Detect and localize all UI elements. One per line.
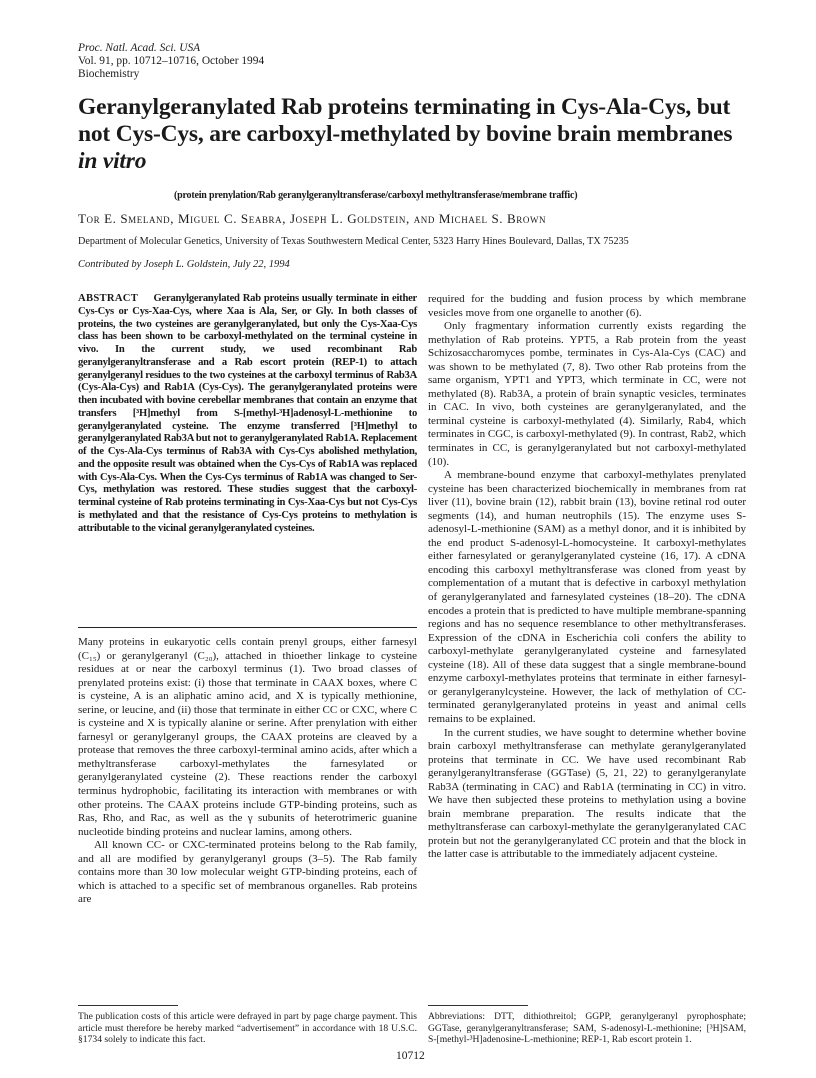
body-paragraph: Many proteins in eukaryotic cells contain prenyl groups, either farnesyl (C₁₅) or geranylgeranyl (C₂₀), attached in thioether linkage to cysteine residues at or near the carboxyl terminus (1). Two broad classes of prenylated proteins exist: (i) those that terminate in CAAX boxes, where C is cysteine, A is an aliphatic amino acid, and X is typically methionine, serine, or leucine, and (ii) those that terminate in either CC or CXC, where C is cysteine and X is typically alanine or serine. After prenylation with either farnesyl or geranylgeranyl groups, the CAAX proteins are cleaved by a protease that removes the three carboxyl-terminal amino acids, after which a methyltransferase carboxyl-methylates the farnesylated or geranylgeranylated cysteine (2). These reactions render the carboxyl terminus hydrophobic, facilitating its interaction with membranes or with other proteins. The CAAX proteins include GTP-binding proteins, such as Ras, Rho, and Rac, as well as the γ subunits of heterotrimeric guanine nucleotide binding proteins and nuclear lamins, among others. bbox=[78, 636, 417, 838]
contributed-by: Contributed by Joseph L. Goldstein, July 22, 1994 bbox=[78, 259, 290, 270]
journal-section: Biochemistry bbox=[78, 68, 140, 80]
footnote-abbreviations: Abbreviations: DTT, dithiothreitol; GGPP, geranylgeranyl pyrophosphate; GGTase, geranylgeranyltransferase; SAM, S-adenosyl-L-methionine; [³H]SAM, S-[methyl-³H]adenosine-L-methionine; REP-1, Rab escort protein 1. bbox=[428, 1011, 746, 1046]
abstract-text: Geranylgeranylated Rab proteins usually terminate in either Cys-Cys or Cys-Xaa-Cys, where Xaa is Ala, Ser, or Gly. In both classes of proteins, the two cysteines are geranylgeranylated, but only the Cys-Xaa-Cys class has been shown to be carboxyl-methylated on the terminal cysteine in vivo. In the current study, we used recombinant Rab geranylgeranyltransferase and a Rab escort protein (REP-1) to attach geranylgeranyl residues to the two cysteines at the carboxyl terminus of Rab3A (Cys-Ala-Cys) and Rab1A (Cys-Cys). The geranylgeranylated proteins were then incubated with bovine cerebellar membranes that contain an enzyme that transfers [³H]methyl from S-[methyl-³H]adenosyl-L-methionine to geranylgeranylated cysteine. The enzyme transferred [³H]methyl to geranylgeranylated Rab3A but not to geranylgeranylated Rab1A. Replacement of the Cys-Ala-Cys terminus of Rab3A with Cys-Cys abolished methylation, and the opposite result was obtained when the Cys-Cys of Rab1A was replaced with Cys-Ala-Cys. When the Cys-Cys terminus of Rab1A was changed to Ser-Cys, methylation was restored. These studies suggest that the carboxyl-terminal cysteine of Rab proteins terminating in Cys-Xaa-Cys but not Cys-Cys is methylated and that the resistance of Cys-Cys proteins to methylation is attributable to the vicinal geranylgeranylated cysteines. bbox=[78, 293, 417, 534]
footnote-publication-costs: The publication costs of this article were defrayed in part by page charge payment. This article must therefore be hereby marked “advertisement” in accordance with 18 U.S.C. §1734 solely to indicate this fact. bbox=[78, 1011, 417, 1046]
affiliation: Department of Molecular Genetics, University of Texas Southwestern Medical Center, 5323 Harry Hines Boulevard, Dallas, TX 75235 bbox=[78, 236, 629, 247]
abstract bbox=[78, 293, 417, 535]
body-paragraph: A membrane-bound enzyme that carboxyl-methylates prenylated cysteine has been characterized biochemically in membranes from rat liver (11), bovine brain (12), rabbit brain (13), bovine retinal rod outer segments (14), and human neutrophils (15). The enzyme uses S-adenosyl-L-methionine (SAM) as a methyl donor, and it is inhibited by the end product S-adenosyl-L-homocysteine. It carboxyl-methylates either farnesylated or geranylgeranylated cysteine (16, 17). A cDNA encoding this carboxyl methyltransferase was cloned from yeast by complementation of a mutant that is defective in carboxyl methylation of geranylgeranylated and farnesylated cysteines (18–20). The cDNA encodes a protein that is predicted to have multiple membrane-spanning regions and has no sequence resemblance to other methyltransferases. Expression of the cDNA in Escherichia coli confers the ability to carboxyl-methylate geranylgeranylated cysteine and farnesylated cysteine (18). All of these data suggest that a single membrane-bound enzyme carboxyl-methylates proteins that terminate in either farnesyl- or geranylgeranylcysteine. However, the lack of methylation of CC-terminated geranylgeranylated proteins in yeast and animal cells remains to be explained. bbox=[428, 469, 746, 725]
title-italic-tail: in vitro bbox=[78, 148, 147, 174]
abstract-label: ABSTRACT bbox=[78, 293, 139, 304]
body-paragraph: Only fragmentary information currently exists regarding the methylation of Rab proteins. YPT5, a Rab protein from the yeast Schizosaccharomyces pombe, terminates in Cys-Ala-Cys (CAC) and was shown to be methylated (7, 8). Two other Rab proteins from the same organism, YPT1 and YPT3, which terminate in CC, were not methylated (8). Rab3A, a protein of brain synaptic vesicles, terminates in CAC. In vivo, both cysteines are geranylgeranylated, and the terminal cysteine is carboxyl-methylated (4). Similarly, Rab4, which terminates in CGC, is carboxyl-methylated (9). In contrast, Rab2, which terminates in CC, is geranylgeranylated but not carboxyl-methylated (10). bbox=[428, 320, 747, 468]
journal-name: Proc. Natl. Acad. Sci. USA bbox=[78, 42, 201, 54]
body-left-column bbox=[78, 636, 417, 907]
footnote-divider-right bbox=[428, 1005, 528, 1006]
body-paragraph: required for the budding and fusion process by which membrane vesicles move from one organelle to another (6). bbox=[428, 293, 746, 319]
page-number: 10712 bbox=[396, 1050, 425, 1062]
article-title bbox=[78, 94, 748, 175]
footnote-divider-left bbox=[78, 1005, 178, 1006]
keywords: (protein prenylation/Rab geranylgeranyltransferase/carboxyl methyltransferase/membrane traffic) bbox=[174, 190, 578, 201]
body-right-column bbox=[428, 293, 746, 862]
authors: Tor E. Smeland, Miguel C. Seabra, Joseph L. Goldstein, and Michael S. Brown bbox=[78, 211, 547, 226]
body-paragraph: In the current studies, we have sought to determine whether bovine brain carboxyl methyltransferase can methylate geranylgeranylated proteins that terminate in CC. We have used recombinant Rab geranylgeranyltransferase (GGTase) (5, 21, 22) to geranylgeranylate Rab3A (terminating in CAC) and Rab1A (terminating in CC) in vitro. We have then subjected these proteins to methylation using a bovine brain membrane preparation. The results indicate that the methyltransferase can carboxyl-methylate the geranylgeranylated CAC protein but not the geranylgeranylated CC protein and that the block in the latter case is attributable to the immediately adjacent cysteine. bbox=[428, 726, 746, 861]
body-paragraph: All known CC- or CXC-terminated proteins belong to the Rab family, and all are modified by geranylgeranyl groups (3–5). The Rab family contains more than 30 low molecular weight GTP-binding proteins, each of which is attached to a specific set of membranous organelles. Rab proteins are bbox=[78, 839, 417, 906]
journal-volume: Vol. 91, pp. 10712–10716, October 1994 bbox=[78, 55, 265, 67]
journal-header bbox=[78, 42, 264, 81]
title-main: Geranylgeranylated Rab proteins terminating in Cys-Ala-Cys, but not Cys-Cys, are carboxyl-methylated by bovine brain membranes bbox=[78, 94, 733, 147]
abstract-divider bbox=[78, 627, 417, 628]
